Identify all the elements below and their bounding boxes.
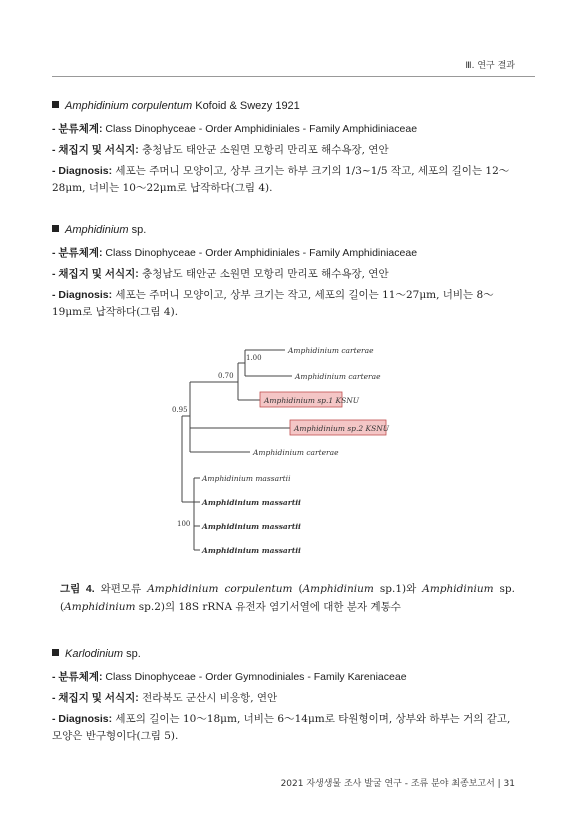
- diagnosis-line: - Diagnosis: 세포는 주머니 모양이고, 상부 크기는 하부 크기의 1/3~1/5 작고, 세포의 길이는 12～28μm, 너비는 10～22μm로 납작하다(그림 4).: [52, 165, 510, 194]
- bullet-square-icon: [52, 649, 59, 656]
- page-footer: 2021 자생생물 조사 발굴 연구 - 조류 분야 최종보고서 | 31: [280, 779, 515, 789]
- species-authority: sp.: [128, 224, 147, 236]
- taxon-label: Amphidinium carterae: [295, 372, 381, 381]
- species-title: [52, 646, 517, 663]
- taxon-label: Amphidinium massartii: [202, 546, 301, 555]
- species-authority: Kofoid & Swezy 1921: [192, 100, 300, 112]
- taxon-label: Amphidinium carterae: [288, 346, 374, 355]
- taxon-label: Amphidinium carterae: [253, 448, 339, 457]
- phylogenetic-tree: [160, 340, 390, 570]
- diagnosis-line: - Diagnosis: 세포의 길이는 10～18μm, 너비는 6～14μm로 타원형이며, 상부와 하부는 거의 같고, 모양은 반구형이다(그림 5).: [52, 713, 511, 742]
- species-entry-2: [52, 222, 517, 321]
- species-entry-3: [52, 646, 517, 745]
- bullet-square-icon: [52, 101, 59, 108]
- classification-line: - 분류체계: Class Dinophyceae - Order Gymnodiniales - Family Kareniaceae: [52, 671, 407, 683]
- species-title: [52, 222, 517, 239]
- taxon-label: Amphidinium sp.2 KSNU: [294, 424, 390, 433]
- running-header: Ⅲ. 연구 결과: [465, 61, 515, 71]
- classification-line: - 분류체계: Class Dinophyceae - Order Amphidiniales - Family Amphidiniaceae: [52, 247, 418, 259]
- header-rule: [52, 76, 535, 77]
- species-name: Amphidinium corpulentum: [65, 100, 193, 112]
- support-value: 100: [177, 520, 191, 528]
- bullet-square-icon: [52, 225, 59, 232]
- figure-label: 그림 4.: [60, 583, 95, 595]
- figure-caption: 그림 4. 와편모류 Amphidinium corpulentum (Amphidinium sp.1)와 Amphidinium sp. (Amphidinium sp.2)의 18S rRNA 유전자 염기서열에 대한 분자 계통수: [60, 583, 515, 613]
- habitat-line: - 채집지 및 서식지: 전라북도 군산시 비응항, 연안: [52, 692, 278, 704]
- taxon-label: Amphidinium massartii: [202, 522, 301, 531]
- taxon-label: Amphidinium massartii: [202, 498, 301, 507]
- species-name: Karlodinium: [65, 648, 124, 660]
- taxon-label: Amphidinium sp.1 KSNU: [264, 396, 360, 405]
- taxon-label: Amphidinium massartii: [202, 474, 291, 483]
- classification-line: - 분류체계: Class Dinophyceae - Order Amphidiniales - Family Amphidiniaceae: [52, 123, 418, 135]
- habitat-line: - 채집지 및 서식지: 충청남도 태안군 소원면 모항리 만리포 해수욕장, 연안: [52, 268, 389, 280]
- support-value: 0.70: [218, 372, 234, 380]
- diagnosis-line: - Diagnosis: 세포는 주머니 모양이고, 상부 크기는 작고, 세포의 길이는 11～27μm, 너비는 8～19μm로 납작하다(그림 4).: [52, 289, 494, 318]
- species-title: [52, 98, 517, 115]
- species-authority: sp.: [123, 648, 141, 660]
- species-entry-1: [52, 98, 517, 197]
- support-value: 1.00: [246, 354, 262, 362]
- species-name: Amphidinium: [65, 224, 129, 236]
- support-value: 0.95: [172, 406, 188, 414]
- habitat-line: - 채집지 및 서식지: 충청남도 태안군 소원면 모항리 만리포 해수욕장, 연안: [52, 144, 389, 156]
